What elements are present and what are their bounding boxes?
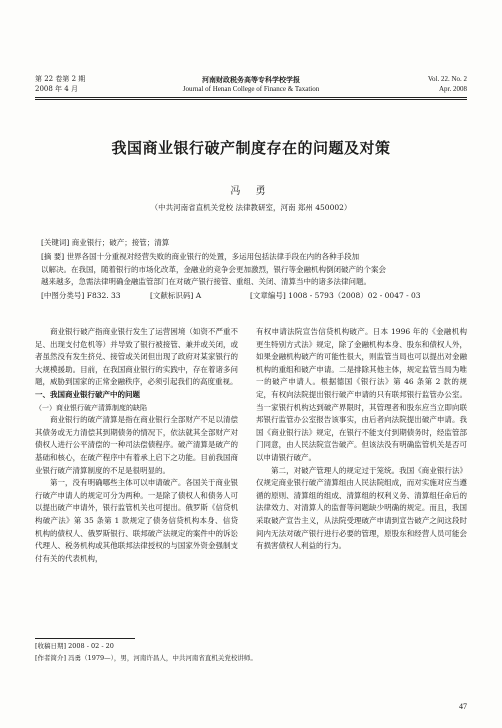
classification-number: [中图分类号] F832. 33 xyxy=(41,291,121,300)
paragraph: 第二，对破产管理人的规定过于笼统。我国《商业银行法》仅规定商业银行破产清算组由人民法院组成，而对实施对应当遵循的原则、清算组的组成、清算组的权利义务、清算组任命后的法律效力、对清算人的监督等问题缺少明确的规定。而且，我国采取破产宣告主义，从法院受理破产申请到宣告破产之间这段时间内无法对破产银行进行必要的管理，原股东和经营人员可能会有损害债权人利益的行为。 xyxy=(256,465,467,551)
received-date: [收稿日期] 2008 - 02 - 20 xyxy=(35,642,114,650)
subsection-heading: （一）商业银行破产清算制度的缺陷 xyxy=(35,403,147,412)
author-name: 冯 勇 xyxy=(230,186,272,197)
header-rule-double xyxy=(35,99,467,100)
date-en: Apr. 2008 xyxy=(439,85,467,93)
paragraph: 第一，没有明确哪些主体可以申请破产。各国关于商业银行破产申请人的规定可分为两种。一是除了债权人和债务人可以提出破产申请外，银行监管机关也可提出。俄罗斯《信贷机构破产法》第 35 条第 1 款规定了债务信贷机构本身、信贷机构的债权人、俄罗斯银行、联邦破产法规定的案件中的诉讼代理人、税务机构或其他联邦法律授权的与国家外资金强制支付有关的代表机构， xyxy=(35,478,238,563)
paragraph: 有权申请法院宣告信贷机构破产。日本 1996 年的《金融机构更生特别方式法》规定，除了金融机构本身、股东和债权人外，如果金融机构破产的可能性很大，则监管当局也可以提出对金融机构的重组和破产申请。二是排除其他主体，规定监管当局为唯一的破产申请人。根据德国《银行法》第 46 条第 2 款的规定，有权向法院提出银行破产申请的只有联邦银行监管办公室。当一家银行机构达到破产界限时，其管理者和股东应当立即向联邦银行监管办公室报告该事实，由后者向法院提出破产申请。我国《商业银行法》规定，在银行不能支付到期债务时，经监管部门同意，由人民法院宣告破产。但该法没有明确监管机关是否可以申请银行破产。 xyxy=(256,327,467,462)
keywords: [关键词] 商业银行；破产；接管；清算 xyxy=(41,238,170,247)
abstract-line: 以解决。在我国，随着银行的市场化改革，金融业的竞争会更加激烈，银行等金融机构倒闭破产的个案会 xyxy=(41,264,386,274)
author-bio: [作者简介] 冯勇（1979—），男，河南许昌人，中共河南省直机关党校讲师。 xyxy=(35,654,257,662)
date-cn: 2008 年 4 月 xyxy=(35,85,78,93)
left-column xyxy=(35,326,238,565)
section-heading: 一、我国商业银行破产中的问题 xyxy=(35,389,140,399)
volume-issue-en: Vol. 22. No. 2 xyxy=(427,75,467,83)
document-code: [文献标识码] A xyxy=(150,291,202,300)
journal-name-en: Journal of Henan College of Finance & Taxation xyxy=(182,85,320,93)
article-title: 我国商业银行破产制度存在的问题及对策 xyxy=(111,139,391,157)
footnote-rule xyxy=(35,638,135,639)
abstract-line: 越来越多，急需法律明确金融监管部门在对破产银行接管、重组、关闭、清算当中的诸多法律问题。 xyxy=(41,277,371,286)
author-affiliation: （中共河南省直机关党校 法律教研室，河南 郑州 450002） xyxy=(150,203,352,212)
journal-name-cn: 河南财政税务高等专科学校学报 xyxy=(202,75,300,84)
page-number: 47 xyxy=(459,702,467,711)
article-number: [文章编号] 1008 - 5793（2008）02 - 0047 - 03 xyxy=(250,291,421,300)
paragraph: 商业银行破产指商业银行发生了运营困境（如资不严重不足、出现支付危机等）并导致了银行被接管、兼并或关闭，或者虽然没有发生挤兑、接管或关闭但出现了政府对某家银行的大规模援助。目前，在我国商业银行的实践中，存在着诸多问题，威胁到国家的正常金融秩序，必须引起我们的高度重视。 xyxy=(35,327,238,387)
volume-issue-cn: 第 22 卷第 2 期 xyxy=(35,75,86,83)
abstract-line: [摘 要] 世界各国十分重视对经营失败的商业银行的处置，多运用包括法律手段在内的各种手段加 xyxy=(41,252,360,261)
right-column xyxy=(256,326,467,553)
abstract xyxy=(41,251,466,289)
paragraph: 商业银行的破产清算是指在商业银行全部财产不足以清偿其债务或无力清偿其到期债务的情况下，依法就其全部财产对债权人进行公平清偿的一种司法偿债程序。破产清算是破产的基础和核心，在破产程序中有着承上启下之功能。目前我国商业银行破产清算制度的不足是很明显的。 xyxy=(35,415,238,475)
header-rule xyxy=(35,97,467,98)
